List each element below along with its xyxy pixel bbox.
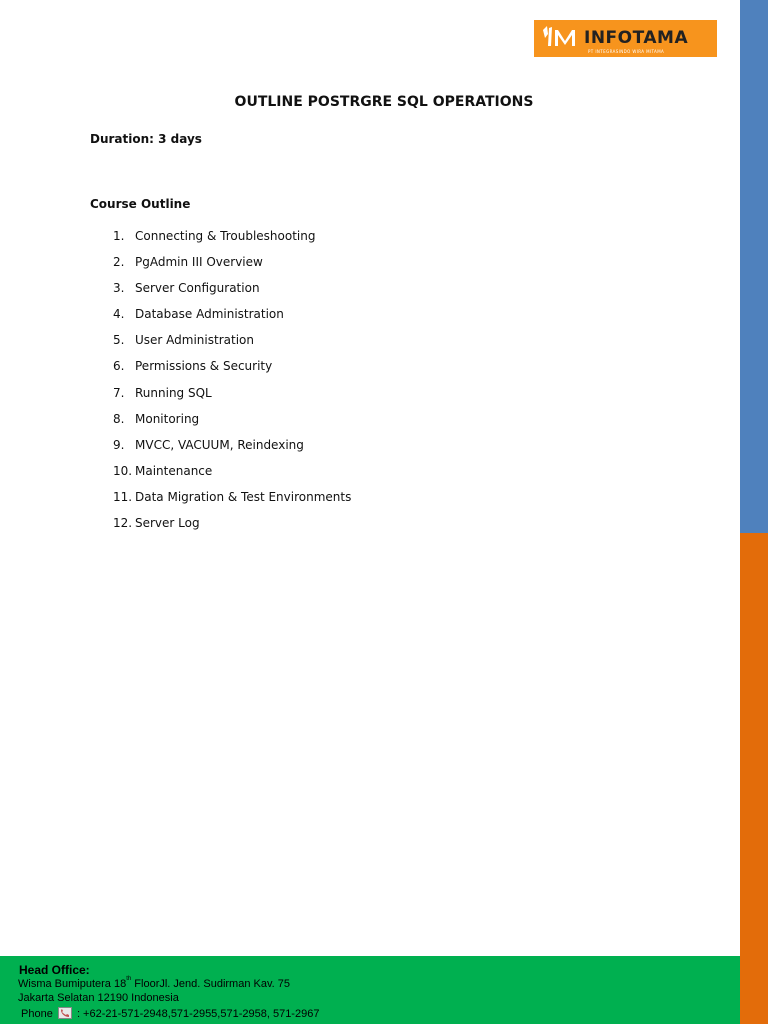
list-item [113, 255, 351, 281]
item-label: Running SQL [135, 385, 212, 400]
item-number: 9. [113, 437, 125, 452]
list-item [113, 386, 351, 412]
item-number: 2. [113, 255, 125, 270]
list-item [113, 307, 351, 333]
item-label: Data Migration & Test Environments [135, 489, 352, 504]
item-number: 12. [113, 516, 133, 531]
footer-head-office [0, 956, 740, 1024]
list-item [113, 516, 351, 542]
im-logo-icon [539, 24, 583, 52]
course-duration: Duration: 3 days [90, 132, 202, 146]
item-label: User Administration [135, 333, 254, 348]
address-street: FloorJl. Jend. Sudirman Kav. 75 [131, 978, 290, 990]
footer-address [18, 978, 290, 990]
phone-numbers: : +62-21-571-2948,571-2955,571-2958, 571-2967 [76, 1008, 320, 1020]
course-outline-list [113, 229, 351, 542]
phone-icon [58, 1007, 72, 1019]
item-number: 6. [113, 359, 125, 374]
list-item [113, 412, 351, 438]
item-label: PgAdmin III Overview [135, 255, 263, 270]
item-label: MVCC, VACUUM, Reindexing [135, 437, 304, 452]
page-title: OUTLINE POSTRGRE SQL OPERATIONS [234, 94, 534, 110]
list-item [113, 359, 351, 385]
item-label: Monitoring [135, 411, 200, 426]
item-number: 1. [113, 229, 125, 243]
item-label: Server Log [135, 516, 200, 531]
list-item [113, 333, 351, 359]
logo-tagline: PT INTEGRASINDO WIRA MITAMA [588, 49, 665, 54]
footer-phone [21, 1007, 319, 1020]
footer-city: Jakarta Selatan 12190 Indonesia [18, 992, 179, 1004]
item-number: 7. [113, 385, 125, 400]
footer-heading: Head Office: [19, 963, 90, 977]
list-item [113, 464, 351, 490]
list-item [113, 490, 351, 516]
list-item [113, 438, 351, 464]
list-item [113, 229, 351, 255]
item-number: 5. [113, 333, 125, 348]
item-label: Permissions & Security [135, 359, 273, 374]
side-accent-bar-orange [740, 533, 768, 1024]
item-number: 8. [113, 411, 125, 426]
item-number: 3. [113, 281, 125, 296]
list-item [113, 281, 351, 307]
item-number: 4. [113, 307, 125, 322]
address-building: Wisma Bumiputera 18 [18, 978, 127, 990]
item-number: 11. [113, 489, 133, 504]
address-floor-suffix: th [126, 976, 132, 982]
item-number: 10. [113, 463, 133, 478]
item-label: Database Administration [135, 307, 284, 322]
side-accent-bar-blue [740, 0, 768, 533]
item-label: Maintenance [135, 463, 213, 478]
outline-heading: Course Outline [90, 197, 191, 211]
item-label: Server Configuration [135, 281, 260, 296]
phone-label: Phone [21, 1008, 53, 1020]
item-label: Connecting & Troubleshooting [135, 229, 316, 243]
infotama-logo [534, 20, 717, 57]
logo-wordmark: INFOTAMA [584, 28, 689, 48]
